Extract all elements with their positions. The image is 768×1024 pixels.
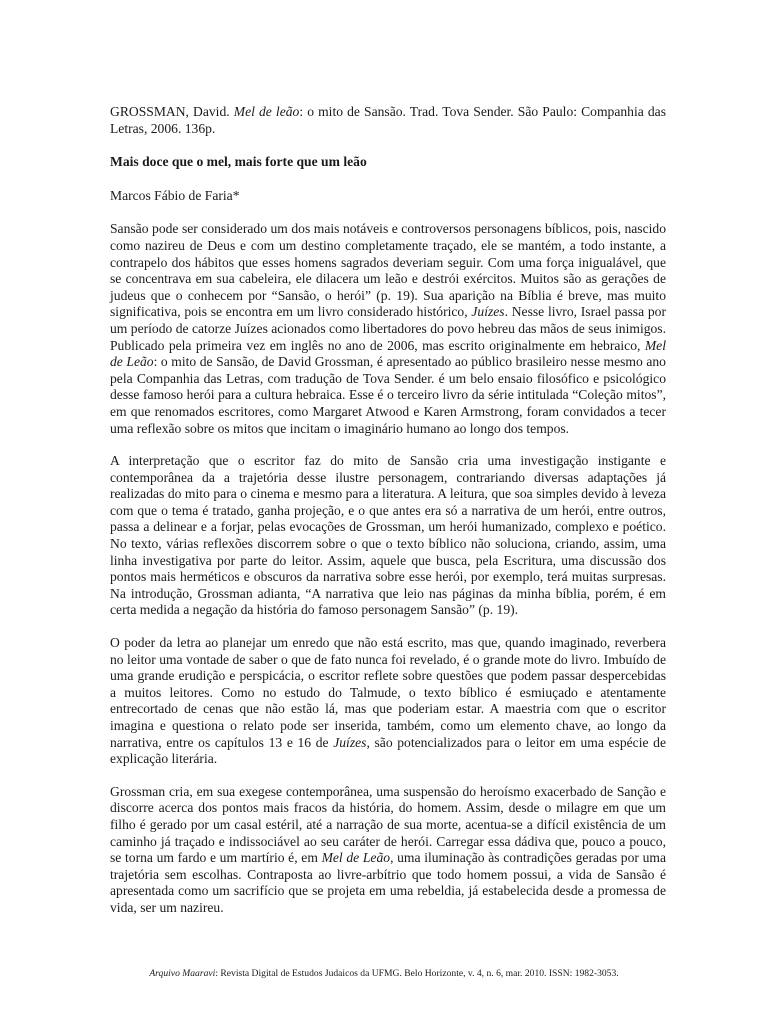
- footer-citation: : Revista Digital de Estudos Judaicos da UFMG. Belo Horizonte, v. 4, n. 6, mar. 2010. ISSN: 1982-3053.: [215, 968, 619, 979]
- page-footer: [0, 968, 768, 980]
- paragraph-3-part-b: , são potencializados para o leitor em uma espécie de explicação literária.: [110, 734, 666, 767]
- reference-book-title: Mel de leão: [233, 104, 300, 119]
- bibliographic-reference: [110, 104, 666, 137]
- paragraph-4-part-a: Grossman cria, em sua exegese contemporânea, uma suspensão do heroísmo exacerbado de Sanção e discorre acerca dos pontos mais fracos da história, do homem. Assim, desde o milagre em que um filho é gerado por um casal estéril, até a narração de sua morte, acentua-se a difícil existência de um caminho já traçado e indissociável ao seu caráter de herói. Carregar essa dádiva que, pouco a pouco, se torna um fardo e um martírio é, em: [110, 783, 666, 866]
- reference-part-1: GROSSMAN, David.: [110, 104, 234, 119]
- reference-part-2: : o mito de Sansão. Trad. Tova Sender. São Paulo: Companhia das Letras, 2006. 136p.: [110, 104, 667, 136]
- footer-journal-name: Arquivo Maaravi: [149, 968, 216, 979]
- paragraph-3-part-a: O poder da letra ao planejar um enredo que não está escrito, mas que, quando imaginado, reverbera no leitor uma vontade de saber o que de fato nunca foi revelado, é o grande mote do livro. Imbuído de uma grande erudição e perspicácia, o escritor reflete sobre questões que podem passar despercebidas a muitos leitores. Como no estudo do Talmude, o texto bíblico é esmiuçado e atentamente entrecortado de cenas que não estão lá, mas que poderiam estar. A maestria com que o escritor imagina e questiona o relato pode ser inserida, também, como um elemento chave, ao longo da narrativa, entre os capítulos 13 e 16 de: [110, 635, 666, 750]
- paragraph-1: [110, 221, 666, 437]
- paragraph-4: [110, 784, 666, 917]
- review-title: Mais doce que o mel, mais forte que um leão: [110, 154, 367, 170]
- paragraph-1-part-b: . Nesse livro, Israel passa por um período de catorze Juízes acionados como libertadores do povo hebreu das mãos de seus inimigos. Publicado pela primeira vez em inglês no ano de 2006, mas escrito originalmente em hebraico,: [110, 304, 666, 353]
- paragraph-3-italic-1: Juízes: [333, 734, 367, 750]
- paragraph-4-part-b: , uma iluminação às contradições geradas por uma trajetória sem escolhas. Contraposta ao livre-arbítrio que todo homem possui, a vida de Sansão é apresentada como um sacrifício que se projeta em uma rebeldia, já estabelecida desde a promessa de vida, ser um nazireu.: [110, 850, 666, 915]
- paragraph-1-italic-1: Juízes: [471, 304, 505, 320]
- review-author: Marcos Fábio de Faria*: [110, 187, 240, 203]
- review-body: [110, 104, 666, 933]
- paragraph-4-italic-1: Mel de Leão: [321, 850, 391, 866]
- paragraph-1-italic-2: Mel de Leão: [110, 337, 666, 370]
- paragraph-2: A interpretação que o escritor faz do mito de Sansão cria uma investigação instigante e contemporânea da a trajetória desse ilustre personagem, contrariando diversas adaptações já realizadas do mito para o cinema e mesmo para a literatura. A leitura, que soa simples devido à leveza com que o tema é tratado, ganha projeção, e o que antes era só a narrativa de um herói, entre outros, passa a delinear e a forjar, pelas evocações de Grossman, um herói humanizado, complexo e poético. No texto, várias reflexões discorrem sobre o que o texto bíblico não soluciona, criando, assim, uma linha investigativa por parte do leitor. Assim, aquele que busca, pela Escritura, uma discussão dos pontos mais herméticos e obscuros da narrativa sobre esse herói, por exemplo, terá muitas surpresas. Na introdução, Grossman adianta, “A narrativa que leio nas páginas da minha bíblia, porém, é em certa medida a negação da história do famoso personagem Sansão” (p. 19).: [110, 453, 666, 618]
- paragraph-1-part-c: : o mito de Sansão, de David Grossman, é apresentado ao público brasileiro nesse mesmo ano pela Companhia das Letras, com tradução de Tova Sender. é um belo ensaio filosófico e psicológico desse famoso herói para a cultura hebraica. Esse é o terceiro livro da série intitulada “Coleção mitos”, em que renomados escritores, como Margaret Atwood e Karen Armstrong, foram convidados a tecer uma reflexão sobre os mitos que incitam o imaginário humano ao longo dos tempos.: [110, 354, 666, 436]
- paragraph-3: [110, 635, 666, 768]
- paragraph-1-part-a: Sansão pode ser considerado um dos mais notáveis e controversos personagens bíblicos, pois, nascido como nazireu de Deus e com um destino completamente traçado, ele se mantém, a todo instante, a contrapelo dos hábitos que esses homens sagrados deveriam seguir. Com uma força inigualável, que se concentrava em sua cabeleira, ele dilacera um leão e destrói exércitos. Muitos são as gerações de judeus que o conhecem por “Sansão, o herói” (p. 19). Sua aparição na Bíblia é breve, mas muito significativa, pois se encontra em um livro considerado histórico,: [110, 221, 666, 320]
